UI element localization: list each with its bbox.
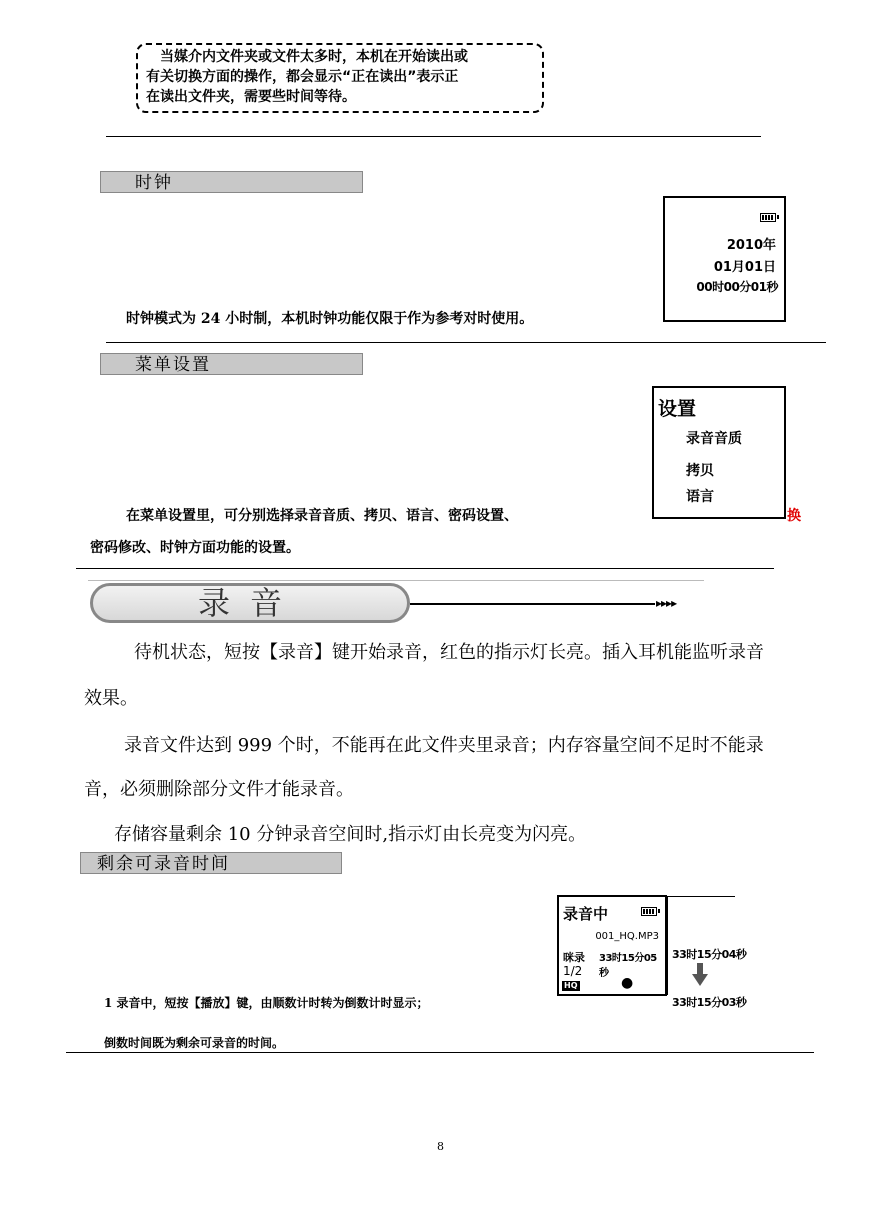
section-heading-clock: 时钟 — [100, 171, 363, 193]
record-paragraph-2b: 音，必须删除部分文件才能录音。 — [84, 779, 354, 800]
recording-file-name: 001_HQ.MP3 — [595, 931, 659, 942]
menu-description-tail: 换 — [787, 508, 801, 524]
battery-icon — [641, 907, 657, 916]
clock-year: 2010年 — [726, 238, 776, 253]
quality-badge: HQ — [564, 981, 578, 990]
note-line-1: 当媒介内文件夹或文件太多时，本机在开始读出或 — [160, 49, 468, 65]
clock-date: 01月01日 — [713, 260, 776, 275]
page-number: 8 — [437, 1140, 444, 1153]
menu-description-2: 密码修改、时钟方面功能的设置。 — [90, 540, 300, 556]
panel-left-line — [667, 896, 668, 995]
countdown-from: 33时15分04秒 — [672, 948, 747, 961]
record-paragraph-1a: 待机状态，短按【录音】键开始录音，红色的指示灯长亮。插入耳机能监听录音 — [134, 642, 764, 663]
remaining-description-2: 倒数时间既为剩余可录音的时间。 — [104, 1036, 285, 1050]
note-line-3: 在读出文件夹，需要些时间等待。 — [146, 89, 356, 105]
arrows-icon: ▸▸▸▸ — [656, 596, 677, 610]
menu-description-1: 在菜单设置里，可分别选择录音音质、拷贝、语言、密码设置、 — [126, 508, 518, 524]
battery-icon — [760, 213, 776, 222]
note-line-2: 有关切换方面的操作，都会显示“正在读出”表示正 — [146, 69, 459, 85]
panel-top-line — [667, 896, 735, 897]
menu-lcd-item: 语言 — [686, 489, 714, 505]
recording-lcd-title: 录音中 — [563, 905, 609, 923]
menu-lcd-title: 设置 — [658, 398, 697, 420]
divider — [106, 342, 826, 343]
banner-line — [410, 603, 655, 605]
remaining-description-1: 1 录音中，短按【播放】键，由顺数计时转为倒数计时显示； — [104, 996, 429, 1010]
menu-lcd-item: 录音音质 — [686, 431, 742, 447]
recording-lcd — [557, 895, 667, 996]
divider — [66, 1052, 814, 1053]
record-paragraph-2a: 录音文件达到 999 个时，不能再在此文件夹里录音；内存容量空间不足时不能录 — [124, 735, 764, 756]
clock-time: 00时00分01秒 — [696, 280, 778, 294]
record-banner: 录音 — [90, 583, 410, 623]
section-heading-menu: 菜单设置 — [100, 353, 363, 375]
menu-lcd — [652, 386, 786, 519]
divider — [106, 136, 761, 137]
record-paragraph-3: 存储容量剩余 10 分钟录音空间时,指示灯由长亮变为闪亮。 — [114, 824, 587, 845]
clock-lcd — [663, 196, 786, 322]
countdown-to: 33时15分03秒 — [672, 996, 747, 1009]
recording-mode: 咪录 — [563, 951, 585, 964]
section-heading-remaining: 剩余可录音时间 — [80, 852, 342, 874]
clock-description: 时钟模式为 24 小时制，本机时钟功能仅限于作为参考对时使用。 — [126, 311, 534, 327]
note-box — [136, 43, 544, 113]
menu-lcd-item: 拷贝 — [686, 463, 714, 479]
recording-elapsed: 33时15分05秒 — [599, 953, 657, 979]
record-dot-icon: ● — [621, 975, 634, 991]
divider — [76, 568, 774, 569]
recording-page: 1/2 — [563, 964, 583, 978]
banner-top-line — [88, 580, 704, 581]
record-paragraph-1b: 效果。 — [84, 688, 138, 709]
arrow-down-icon — [692, 963, 708, 987]
